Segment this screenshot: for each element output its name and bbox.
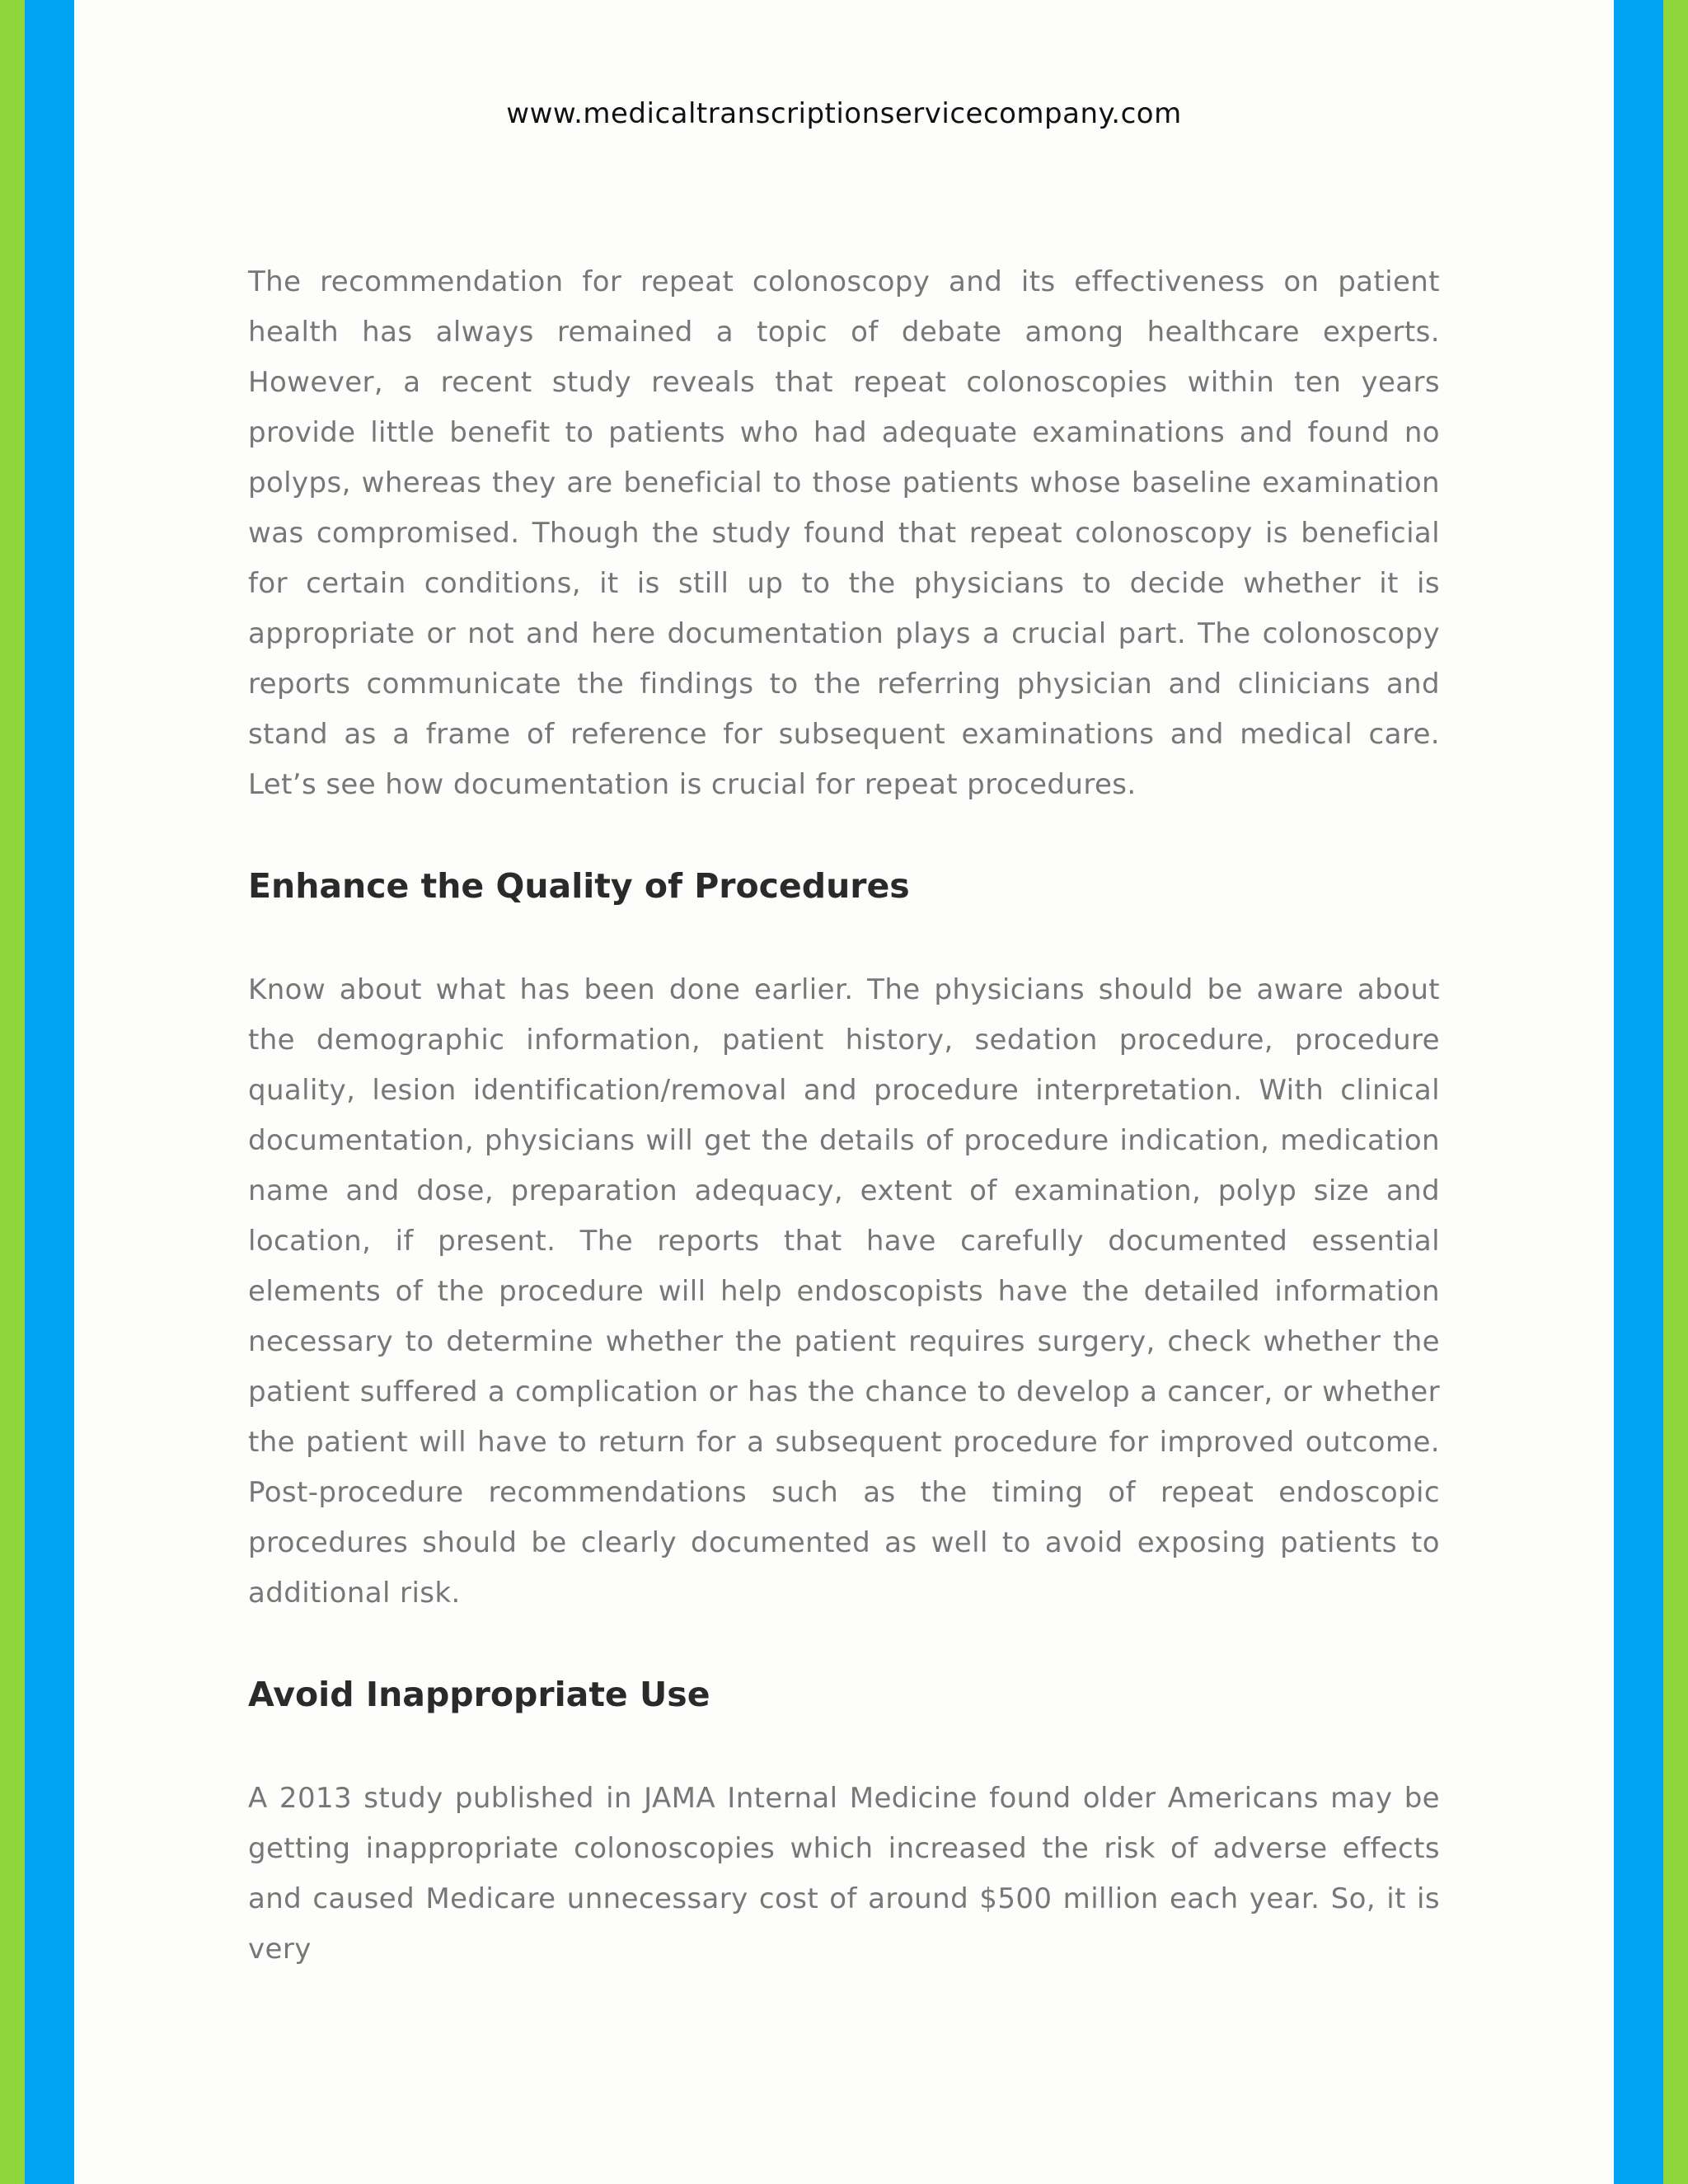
section-body-inappropriate-use: A 2013 study published in JAMA Internal Medicine found older Americans may be getting inappropriate colonoscopies which increased the risk of adverse effects and caused Medicare unnecessary cost of around $500 million each year. So, it is very (248, 1782, 1440, 1966)
section-body-quality: Know about what has been done earlier. The physicians should be aware about the demographic information, patient history, sedation procedure, procedure quality, lesion identification/removal and procedure interpretation. With clinical documentation, physicians will get the details of procedure indication, medication name and dose, preparation adequacy, extent of examination, polyp size and location, if present. The reports that have carefully documented essential elements of the procedure will help endoscopists have the detailed information necessary to determine whether the patient requires surgery, check whether the patient suffered a complication or has the chance to develop a cancer, or whether the patient will have to return for a subsequent procedure for improved outcome. Post-procedure recommendations such as the timing of repeat endoscopic procedures should be clearly documented as well to avoid exposing patients to additional risk. (248, 973, 1440, 1610)
right-green-border (1663, 0, 1688, 2184)
right-blue-border (1614, 0, 1663, 2184)
intro-paragraph: The recommendation for repeat colonoscopy and its effectiveness on patient health has always remained a topic of debate among healthcare experts. However, a recent study reveals that repeat colonoscopies within ten years provide little benefit to patients who had adequate examinations and found no polyps, whereas they are beneficial to those patients whose baseline examination was compromised. Though the study found that repeat colonoscopy is beneficial for certain conditions, it is still up to the physicians to decide whether it is appropriate or not and here documentation plays a crucial part. The colonoscopy reports communicate the findings to the referring physician and clinicians and stand as a frame of reference for subsequent examinations and medical care. Let’s see how documentation is crucial for repeat procedures. (248, 265, 1440, 801)
article-content (248, 257, 1440, 1975)
section-heading-quality: Enhance the Quality of Procedures (248, 866, 910, 906)
site-url-header: www.medicaltranscriptionservicecompany.com (506, 97, 1182, 130)
left-green-border (0, 0, 25, 2184)
section-heading-inappropriate-use: Avoid Inappropriate Use (248, 1675, 710, 1714)
document-page (74, 0, 1614, 2184)
left-blue-border (25, 0, 74, 2184)
